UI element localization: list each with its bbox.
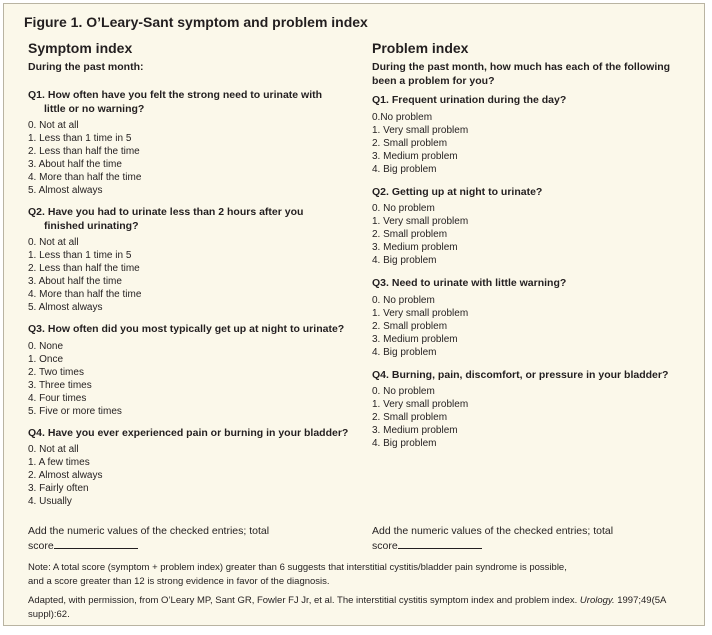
note-line: Note: A total score (symptom + problem index) greater than 6 suggests that interstitial cystitis/bladder pain syndrome is possible, [28,562,567,573]
question-text: Frequent urination during the day? [391,94,567,106]
answer-option[interactable]: 4. Big problem [372,346,437,358]
question-number: Q1. [372,94,389,106]
symptom-question-3 [28,323,358,337]
question-text: How often have you felt the strong need to urinate with [47,89,323,101]
answer-option[interactable]: 2. Small problem [372,320,448,332]
answer-option[interactable]: 1. Very small problem [372,307,469,319]
answer-option[interactable]: 3. Three times [28,379,92,391]
answer-option[interactable]: 1. Very small problem [372,216,469,227]
answer-option[interactable]: 0. No problem [372,294,435,306]
figure-panel [3,3,705,626]
question-number: Q2. [372,185,389,198]
answer-option[interactable]: 0. None [28,340,64,352]
answer-option[interactable]: 2. Almost always [28,470,103,481]
question-number: Q4. [28,426,45,439]
citation-text: Adapted, with permission, from O’Leary MP, Sant GR, Fowler FJ Jr, et al. The interstitial cystitis symptom index and problem index. [28,595,580,606]
question-number: Q1. [28,89,45,101]
answer-option[interactable]: 3. Medium problem [372,425,458,436]
answer-option[interactable]: 4. More than half the time [28,289,142,300]
interpretation-note [28,561,688,588]
answer-option[interactable]: 5. Five or more times [28,405,122,417]
question-number: Q3. [28,323,45,335]
answer-option[interactable]: 2. Less than half the time [28,263,140,274]
answer-option[interactable]: 0.No problem [372,111,433,123]
total-instruction: Add the numeric values of the checked entries; total [372,525,614,537]
score-blank-field[interactable] [54,538,138,549]
question-text: Have you ever experienced pain or burning in your bladder? [47,426,349,439]
problem-total-score [372,524,692,553]
journal-name: Urology. [579,595,615,606]
answer-option[interactable]: 4. Big problem [372,438,437,449]
symptom-question-1 [28,89,358,116]
question-text: Need to urinate with little warning? [391,277,567,289]
total-instruction: Add the numeric values of the checked entries; total [28,525,270,537]
question-text: How often did you most typically get up at night to urinate? [47,323,345,335]
problem-question-1 [372,94,692,108]
symptom-index-column [28,40,358,517]
answer-option[interactable]: 2. Less than half the time [28,146,140,157]
answer-option[interactable]: 3. Medium problem [372,242,458,253]
question-number: Q4. [372,368,389,381]
question-text: Getting up at night to urinate? [391,185,543,198]
answer-option[interactable]: 1. A few times [28,457,90,468]
answer-option[interactable]: 1. Less than 1 time in 5 [28,250,132,261]
answer-option[interactable]: 0. No problem [372,203,435,214]
symptom-q1-options [28,119,358,197]
score-label: score [28,540,54,552]
answer-option[interactable]: 4. Four times [28,392,87,404]
problem-q1-options [372,111,692,176]
problem-question-2 [372,186,692,200]
answer-option[interactable]: 0. Not at all [28,237,79,248]
answer-option[interactable]: 3. Medium problem [372,333,458,345]
symptom-total-score [28,524,358,553]
question-number: Q2. [28,206,45,218]
answer-option[interactable]: 2. Small problem [372,137,448,149]
answer-option[interactable]: 4. Big problem [372,255,437,266]
answer-option[interactable]: 2. Two times [28,366,84,378]
answer-option[interactable]: 0. Not at all [28,444,79,455]
answer-option[interactable]: 0. Not at all [28,120,79,131]
problem-q3-options [372,294,692,359]
answer-option[interactable]: 4. Big problem [372,163,437,175]
answer-option[interactable]: 0. No problem [372,386,435,397]
score-blank-field[interactable] [398,538,482,549]
symptom-index-intro: During the past month: [28,61,144,73]
answer-option[interactable]: 5. Almost always [28,185,103,196]
problem-question-4 [372,369,692,383]
answer-option[interactable]: 3. Fairly often [28,483,89,494]
answer-option[interactable]: 3. Medium problem [372,150,458,162]
symptom-q4-options [28,443,358,508]
problem-q2-options [372,202,692,267]
symptom-question-2 [28,206,358,233]
question-text: Burning, pain, discomfort, or pressure in your bladder? [391,368,669,381]
symptom-index-heading: Symptom index [28,40,133,56]
symptom-q2-options [28,236,358,314]
answer-option[interactable]: 3. About half the time [28,276,122,287]
problem-index-column [372,40,692,460]
answer-option[interactable]: 2. Small problem [372,412,448,423]
symptom-q3-options [28,340,358,418]
problem-q4-options [372,385,692,450]
answer-option[interactable]: 1. Very small problem [372,124,469,136]
answer-option[interactable]: 1. Very small problem [372,399,469,410]
figure-title: Figure 1. O’Leary-Sant symptom and problem index [24,14,368,30]
note-line: and a score greater than 12 is strong evidence in favor of the diagnosis. [28,575,330,587]
answer-option[interactable]: 1. Less than 1 time in 5 [28,133,132,144]
question-number: Q3. [372,277,389,289]
answer-option[interactable]: 4. Usually [28,496,72,507]
total-score-line [28,538,358,553]
answer-option[interactable]: 1. Once [28,353,64,365]
symptom-question-4 [28,427,358,441]
question-text-continued: little or no warning? [44,102,145,115]
source-citation [28,594,698,621]
citation-details: 1997;49(5A suppl):62. [28,595,666,620]
total-score-line [372,538,692,553]
score-label: score [372,540,398,552]
problem-question-3 [372,277,692,291]
answer-option[interactable]: 5. Almost always [28,302,103,313]
answer-option[interactable]: 4. More than half the time [28,172,142,183]
question-text-continued: finished urinating? [44,219,139,232]
problem-index-heading: Problem index [372,40,469,56]
question-text: Have you had to urinate less than 2 hours after you [47,206,304,218]
answer-option[interactable]: 3. About half the time [28,159,122,170]
problem-index-intro: During the past month, how much has each of the following been a problem for you? [372,61,671,87]
answer-option[interactable]: 2. Small problem [372,229,448,240]
